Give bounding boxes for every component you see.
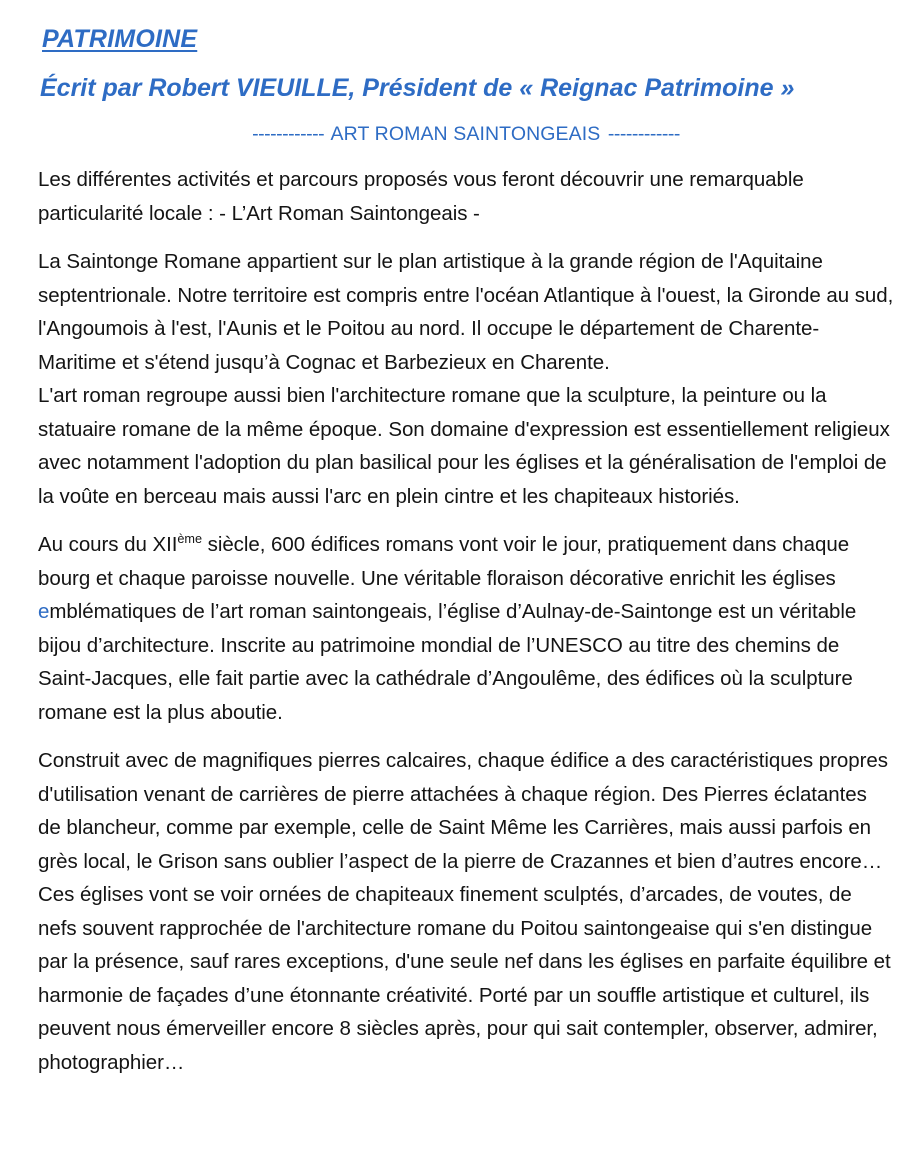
section-heading-label: ART ROMAN SAINTONGEAIS [326,123,606,145]
paragraph-definition: L'art roman regroupe aussi bien l'architecture romane que la sculpture, la peinture ou la statuaire romane de la même époque. Son domaine d'expression est essentiellement religieux avec notamment l'adoption du plan basilical pour les églises et la généralisation de l'emploi de la voûte en berceau mais aussi l'arc en plein cintre et les chapiteaux historiés. [38,384,890,508]
paragraph-pierres: Construit avec de magnifiques pierres calcaires, chaque édifice a des caractéristiques propres d'utilisation venant de carrières de pierre attachées à chaque région. Des Pierres éclatantes de blancheur, comme par exemple, celle de Saint Même les Carrières, mais aussi parfois en grès local, le Grison sans oublier l’aspect de la pierre de Crazannes et bien d’autres encore… Ces églises vont se voir ornées de chapiteaux finement sculptés, d’arcades, de voutes, de nefs souvent rapprochée de l'architecture romane du Poitou saintongeaise qui s'en distingue par la présence, sauf rares exceptions, d'une seule nef dans les églises en parfaite équilibre et harmonie de façades d’une étonnante créativité. Porté par un souffle artistique et culturel, ils peuvent nous émerveiller encore 8 siècles après, pour qui sait contempler, observer, admirer, photographier… [38,749,891,1074]
accent-letter: e [38,600,50,624]
section-rule-dashes-right: ------------ [607,123,680,145]
page-title: PATRIMOINE [42,25,198,53]
paragraph-xiieme-siecle: Au cours du XIIème siècle, 600 édifices romans vont voir le jour, pratiquement dans chaque bourg et chaque paroisse nouvelle. Une véritable floraison décorative enrichit les églises emblématiques de l’art roman saintongeais, l’église d’Aulnay-de-Saintonge est un véritable bijou d’architecture. Inscrite au patrimoine mondial de l’UNESCO au titre des chemins de Saint-Jacques, elle fait partie avec la cathédrale d’Angoulême, des édifices où la sculpture romane est la plus aboutie. [38,531,857,724]
paragraph-geographie: La Saintonge Romane appartient sur le plan artistique à la grande région de l'Aquitaine septentrionale. Notre territoire est compris entre l'océan Atlantique à l'ouest, la Gironde au sud, l'Angoumois à l'est, l'Aunis et le Poitou au nord. Il occupe le département de Charente-Maritime et s'étend jusqu’à Cognac et Barbezieux en Charente. [38,250,894,374]
author-byline: Écrit par Robert VIEUILLE, Président de « Reignac Patrimoine » [40,74,795,103]
section-rule-dashes-left: ------------ [252,123,325,145]
section-heading [38,123,894,146]
superscript-ordinal: ème [177,531,202,547]
paragraph-intro: Les différentes activités et parcours proposés vous feront découvrir une remarquable particularité locale : - L’Art Roman Saintongeais - [38,168,804,225]
